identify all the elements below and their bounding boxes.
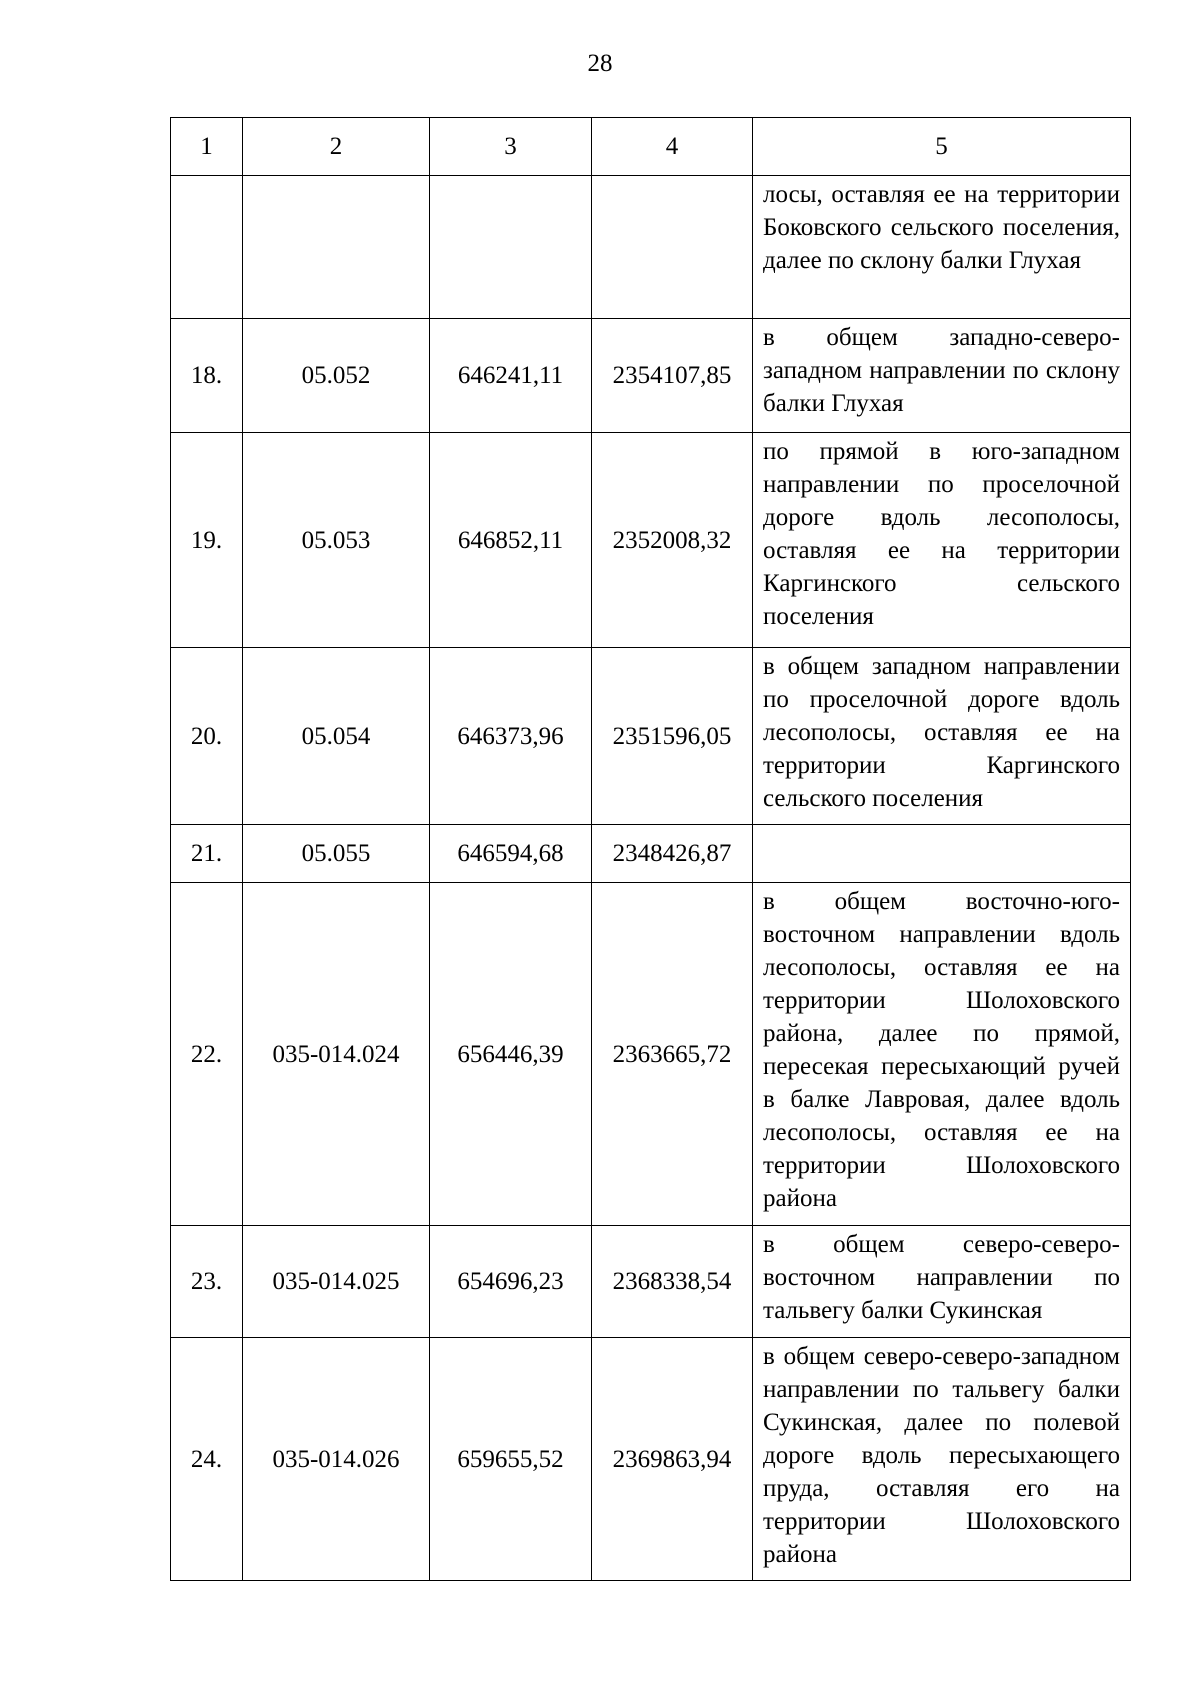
coord-x: 654696,23 [430,1226,592,1338]
row-number: 18. [171,319,243,433]
coord-y: 2363665,72 [592,883,753,1226]
table-row [171,825,1131,883]
table-row [171,883,1131,1226]
point-code: 05.055 [243,825,430,883]
table-row [171,648,1131,825]
header-cell: 3 [430,118,592,176]
table-row [171,176,1131,319]
header-cell: 2 [243,118,430,176]
header-cell: 4 [592,118,753,176]
row-number: 23. [171,1226,243,1338]
point-code: 05.053 [243,433,430,648]
coord-y: 2351596,05 [592,648,753,825]
coord-y: 2348426,87 [592,825,753,883]
row-number: 22. [171,883,243,1226]
coord-x: 646241,11 [430,319,592,433]
point-code: 035-014.024 [243,883,430,1226]
route-description: по прямой в юго-западном направлении по проселочной дороге вдоль лесополосы, оставляя ее на территории Каргинского сельского поселения [753,433,1131,648]
coord-x: 646594,68 [430,825,592,883]
header-cell: 1 [171,118,243,176]
header-cell: 5 [753,118,1131,176]
coord-x: 656446,39 [430,883,592,1226]
coord-y [592,176,753,319]
page-number: 28 [587,50,613,77]
point-code: 035-014.025 [243,1226,430,1338]
row-number: 20. [171,648,243,825]
row-number: 19. [171,433,243,648]
coord-x: 659655,52 [430,1338,592,1581]
table-header-row [171,118,1131,176]
coord-y: 2354107,85 [592,319,753,433]
coordinates-table [170,117,1131,1581]
table-row [171,1338,1131,1581]
row-number [171,176,243,319]
coord-x [430,176,592,319]
point-code: 05.054 [243,648,430,825]
row-number: 21. [171,825,243,883]
route-description: в общем восточно-юго-восточном направлении вдоль лесополосы, оставляя ее на территории Шолоховского района, далее по прямой, пересекая пересыхающий ручей в балке Лавровая, далее вдоль лесополосы, оставляя ее на территории Шолоховского района [753,883,1131,1226]
coord-y: 2368338,54 [592,1226,753,1338]
coord-y: 2352008,32 [592,433,753,648]
route-description: в общем северо-северо-восточном направлении по тальвегу балки Сукинская [753,1226,1131,1338]
route-description: лосы, оставляя ее на территории Боковского сельского поселения, далее по склону балки Глухая [753,176,1131,319]
table-row [171,319,1131,433]
coord-y: 2369863,94 [592,1338,753,1581]
table-row [171,433,1131,648]
route-description: в общем западном направлении по проселочной дороге вдоль лесополосы, оставляя ее на территории Каргинского сельского поселения [753,648,1131,825]
point-code [243,176,430,319]
route-description: в общем западно-северо-западном направлении по склону балки Глухая [753,319,1131,433]
table-row [171,1226,1131,1338]
point-code: 05.052 [243,319,430,433]
point-code: 035-014.026 [243,1338,430,1581]
row-number: 24. [171,1338,243,1581]
coord-x: 646373,96 [430,648,592,825]
route-description: в общем северо-северо-западном направлении по тальвегу балки Сукинская, далее по полевой дороге вдоль пересыхающего пруда, оставляя его на территории Шолоховского района [753,1338,1131,1581]
route-description [753,825,1131,883]
coord-x: 646852,11 [430,433,592,648]
